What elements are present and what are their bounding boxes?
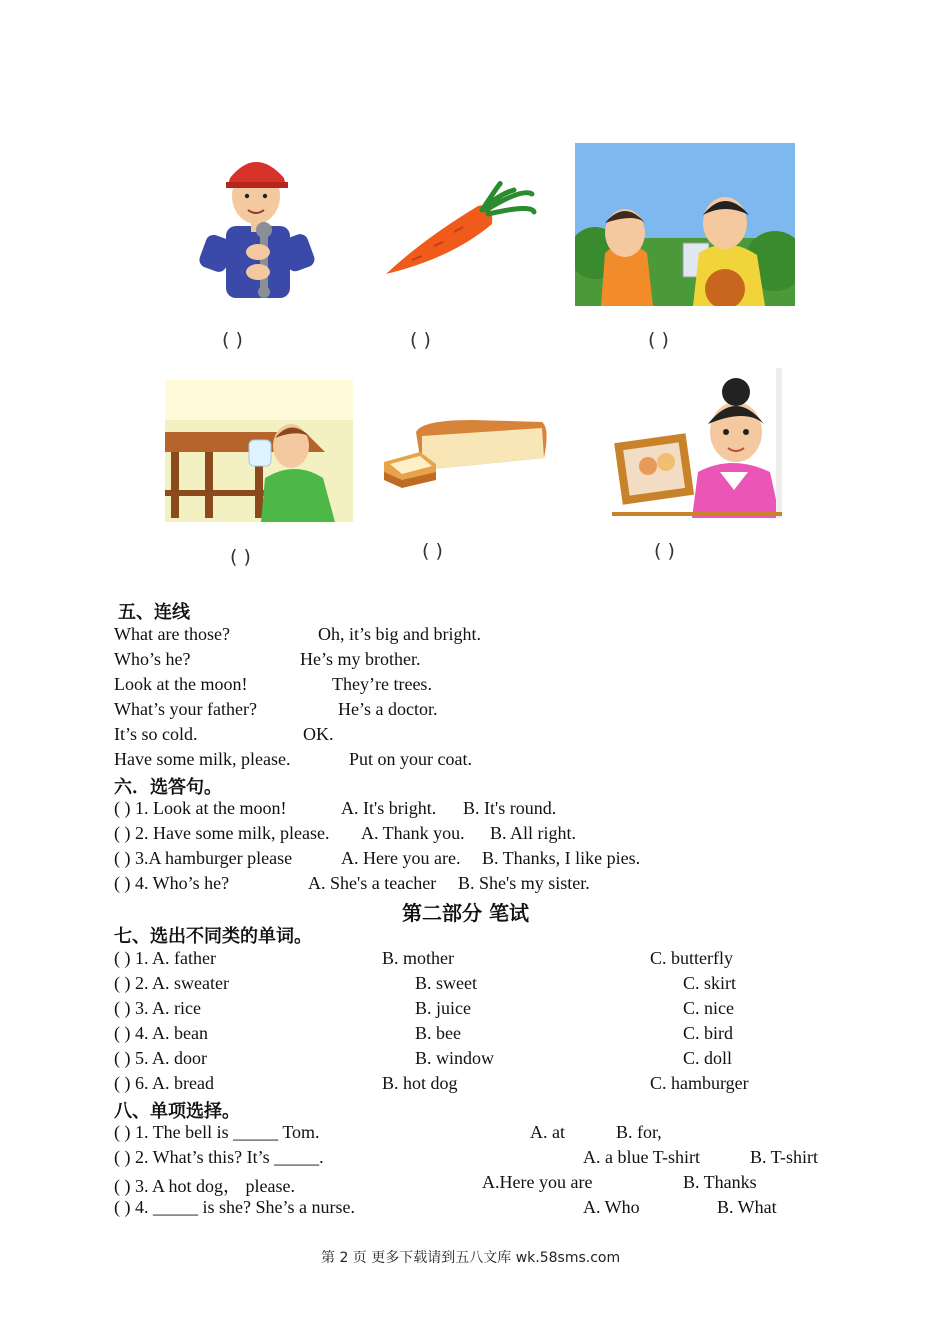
part2-title: 第二部分 笔试 <box>402 901 529 925</box>
odd-word-option-c-4: C. bird <box>683 1023 734 1043</box>
odd-word-option-c-5: C. doll <box>683 1048 733 1068</box>
single-choice-question-3: ( ) 3. A hot dog， please. <box>114 1176 295 1196</box>
choose-option-a-1: A. It's bright. <box>341 798 437 818</box>
odd-word-question-5: ( ) 5. A. door <box>114 1048 207 1068</box>
odd-word-option-b-6: B. hot dog <box>382 1073 458 1093</box>
odd-word-question-6: ( ) 6. A. bread <box>114 1073 214 1093</box>
bread-picture <box>382 418 548 488</box>
answer-paren-5[interactable]: ( ) <box>422 540 443 562</box>
match-right-5: OK. <box>303 724 334 744</box>
single-choice-option-a-2: A. a blue T-shirt <box>583 1147 700 1167</box>
carrot-picture <box>382 180 542 280</box>
answer-paren-6[interactable]: ( ) <box>654 540 675 562</box>
choose-question-4: ( ) 4. Who’s he? <box>114 873 230 893</box>
match-right-1: Oh, it’s big and bright. <box>318 624 481 644</box>
boys-basketball-picture <box>575 143 795 306</box>
choose-option-b-3: B. Thanks, I like pies. <box>482 848 641 868</box>
single-choice-option-a-3: A.Here you are <box>482 1172 593 1192</box>
answer-paren-1[interactable]: ( ) <box>222 329 243 351</box>
choose-option-a-2: A. Thank you. <box>361 823 465 843</box>
single-choice-option-a-1: A. at <box>530 1122 565 1142</box>
single-choice-option-b-1: B. for, <box>616 1122 662 1142</box>
choose-option-a-3: A. Here you are. <box>341 848 461 868</box>
choose-option-b-2: B. All right. <box>490 823 577 843</box>
odd-word-option-c-3: C. nice <box>683 998 734 1018</box>
section7-title: 七、选出不同类的单词。 <box>114 926 312 947</box>
odd-word-question-3: ( ) 3. A. rice <box>114 998 201 1018</box>
choose-question-2: ( ) 2. Have some milk, please. <box>114 823 330 843</box>
section8-title: 八、单项选择。 <box>114 1101 240 1122</box>
choose-option-a-4: A. She's a teacher <box>308 873 437 893</box>
boy-drinking-picture <box>165 380 353 522</box>
girl-family-photo-picture <box>612 368 782 518</box>
odd-word-option-b-2: B. sweet <box>415 973 477 993</box>
match-right-2: He’s my brother. <box>300 649 421 669</box>
match-left-3: Look at the moon! <box>114 674 248 694</box>
section6-title: 六．选答句。 <box>114 777 222 798</box>
answer-paren-4[interactable]: ( ) <box>230 546 251 568</box>
choose-question-3: ( ) 3.A hamburger please <box>114 848 293 868</box>
odd-word-option-b-3: B. juice <box>415 998 471 1018</box>
odd-word-option-b-4: B. bee <box>415 1023 461 1043</box>
answer-paren-3[interactable]: ( ) <box>648 329 669 351</box>
match-left-2: Who’s he? <box>114 649 191 669</box>
odd-word-question-2: ( ) 2. A. sweater <box>114 973 229 993</box>
match-right-6: Put on your coat. <box>349 749 472 769</box>
odd-word-question-1: ( ) 1. A. father <box>114 948 216 968</box>
odd-word-option-c-6: C. hamburger <box>650 1073 749 1093</box>
match-left-5: It’s so cold. <box>114 724 198 744</box>
match-right-4: He’s a doctor. <box>338 699 438 719</box>
single-choice-question-1: ( ) 1. The bell is _____ Tom. <box>114 1122 320 1142</box>
single-choice-question-2: ( ) 2. What’s this? It’s _____. <box>114 1147 324 1167</box>
single-choice-option-b-3: B. Thanks <box>683 1172 757 1192</box>
choose-option-b-1: B. It's round. <box>463 798 557 818</box>
section5-title: 五、连线 <box>118 602 190 623</box>
odd-word-question-4: ( ) 4. A. bean <box>114 1023 208 1043</box>
match-left-1: What are those? <box>114 624 230 644</box>
odd-word-option-c-2: C. skirt <box>683 973 737 993</box>
answer-paren-2[interactable]: ( ) <box>410 329 431 351</box>
worker-picture <box>196 148 318 298</box>
single-choice-option-b-4: B. What <box>717 1197 777 1217</box>
odd-word-option-b-5: B. window <box>415 1048 495 1068</box>
choose-option-b-4: B. She's my sister. <box>458 873 590 893</box>
match-left-6: Have some milk, please. <box>114 749 291 769</box>
single-choice-question-4: ( ) 4. _____ is she? She’s a nurse. <box>114 1197 355 1217</box>
single-choice-option-a-4: A. Who <box>583 1197 640 1217</box>
single-choice-option-b-2: B. T-shirt <box>750 1147 819 1167</box>
page-footer: 第 2 页 更多下载请到五八文库 wk.58sms.com <box>321 1250 621 1266</box>
choose-question-1: ( ) 1. Look at the moon! <box>114 798 287 818</box>
match-right-3: They’re trees. <box>332 674 432 694</box>
odd-word-option-b-1: B. mother <box>382 948 454 968</box>
odd-word-option-c-1: C. butterfly <box>650 948 733 968</box>
match-left-4: What’s your father? <box>114 699 257 719</box>
